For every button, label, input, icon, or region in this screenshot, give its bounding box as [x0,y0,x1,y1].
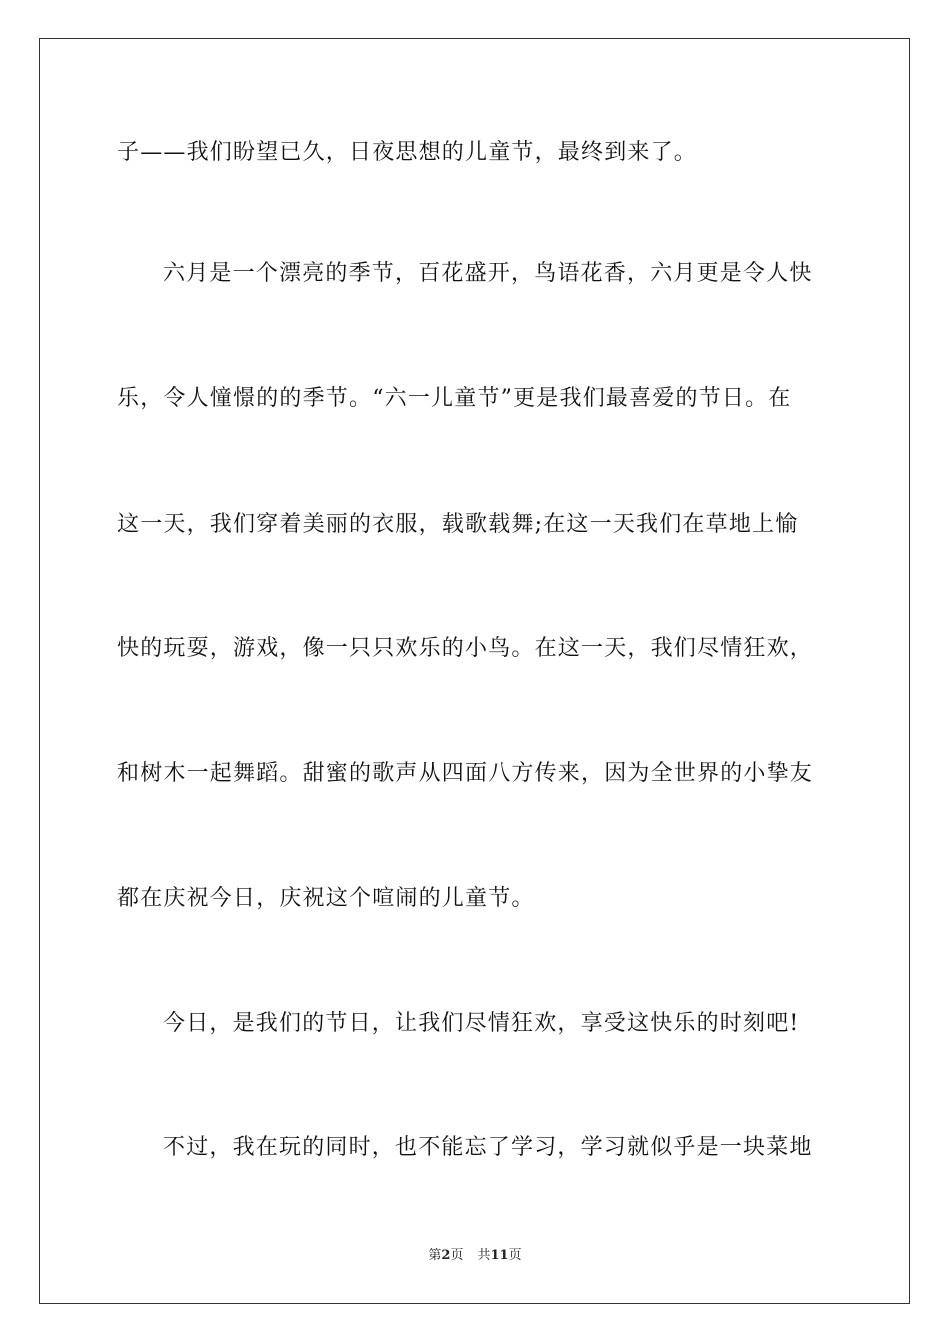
text-line-2: 六月是一个漂亮的季节，百花盛开，鸟语花香，六月更是令人快 [163,261,813,286]
page-suffix: 页 [450,1248,464,1263]
total-prefix: 共 [477,1248,491,1263]
total-page-number: 11 [490,1248,509,1263]
text-line-9: 不过，我在玩的同时，也不能忘了学习，学习就似乎是一块菜地 [163,1135,813,1160]
text-line-8: 今日，是我们的节日，让我们尽情狂欢，享受这快乐的时刻吧! [163,1011,800,1036]
page-prefix: 第 [428,1248,442,1263]
page-footer [0,1247,950,1265]
text-line-3: 乐，令人憧憬的的季节。“六一儿童节”更是我们最喜爱的节日。在 [117,386,792,411]
text-line-5: 快的玩耍，游戏，像一只只欢乐的小鸟。在这一天，我们尽情狂欢， [117,636,814,661]
text-line-1: 子——我们盼望已久，日夜思想的儿童节，最终到来了。 [117,140,698,165]
page-border [39,38,910,1304]
current-page-number: 2 [441,1248,451,1263]
text-line-4: 这一天，我们穿着美丽的衣服，载歌载舞;在这一天我们在草地上愉 [117,512,799,537]
text-line-6: 和树木一起舞蹈。甜蜜的歌声从四面八方传来，因为全世界的小挚友 [117,761,814,786]
text-line-7: 都在庆祝今日，庆祝这个喧闹的儿童节。 [117,886,535,911]
total-suffix: 页 [508,1248,522,1263]
